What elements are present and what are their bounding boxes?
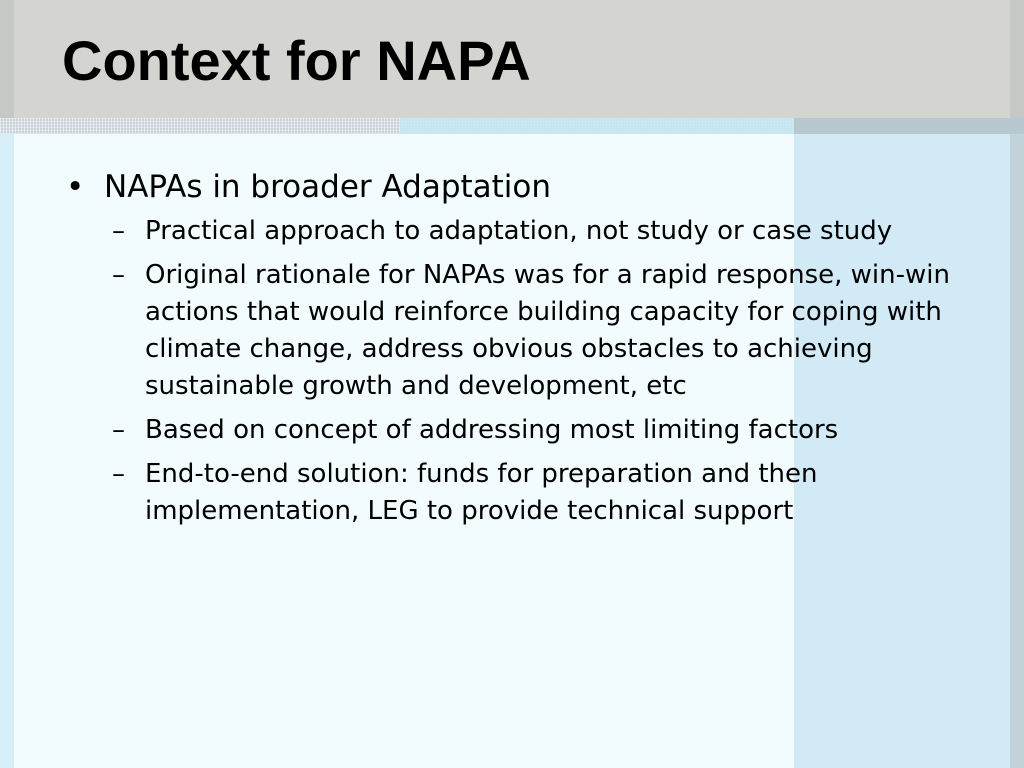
- bullet-marker: •: [66, 169, 85, 205]
- texture-strip-right-segment: [794, 118, 1024, 134]
- sub-bullet-marker: –: [112, 415, 125, 445]
- right-edge-panel: [1010, 134, 1024, 768]
- sub-bullet-item: [112, 456, 962, 530]
- slide-content: [62, 165, 962, 537]
- sub-bullet-text: Original rationale for NAPAs was for a rapid response, win-win actions that would reinforce building capacity for coping with climate change, address obvious obstacles to achieving sustainable growth and development, etc: [145, 260, 950, 401]
- texture-strip-light-segment: [400, 118, 794, 134]
- sub-bullet-item: [112, 412, 962, 449]
- sub-bullet-text: End-to-end solution: funds for preparation and then implementation, LEG to provide technical support: [145, 459, 818, 526]
- bullet-item: [62, 165, 962, 209]
- sub-bullet-item: [112, 257, 962, 405]
- sub-bullet-marker: –: [112, 459, 125, 489]
- sub-bullet-list: [62, 213, 962, 530]
- texture-strip: [0, 118, 1024, 134]
- title-band-left-edge: [0, 0, 14, 118]
- slide-title: Context for NAPA: [62, 29, 531, 92]
- sub-bullet-text: Based on concept of addressing most limiting factors: [145, 415, 839, 445]
- sub-bullet-marker: –: [112, 260, 125, 290]
- left-edge-panel: [0, 134, 14, 768]
- sub-bullet-marker: –: [112, 216, 125, 246]
- title-band-right-edge: [1010, 0, 1024, 118]
- sub-bullet-item: [112, 213, 962, 250]
- bullet-text: NAPAs in broader Adaptation: [104, 169, 552, 205]
- sub-bullet-text: Practical approach to adaptation, not study or case study: [145, 216, 893, 246]
